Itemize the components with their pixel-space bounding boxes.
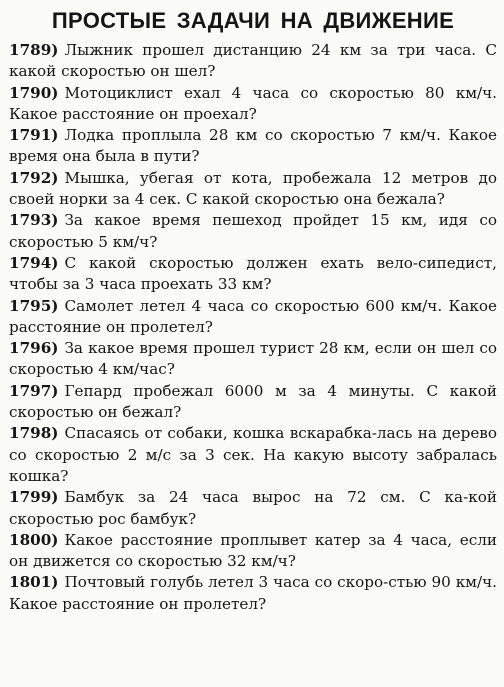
problem-1797 (9, 381, 497, 424)
problem-1796 (9, 338, 497, 381)
problem-1801 (9, 572, 497, 615)
problem-number: 1800) (9, 530, 59, 549)
problem-text: С какой скоростью должен ехать вело-сипедист, чтобы за 3 часа проехать 33 км? (9, 253, 497, 294)
problem-1800 (9, 530, 497, 573)
problem-text: За какое время прошел турист 28 км, если он шел со скоростью 4 км/час? (9, 339, 497, 379)
problem-text: Мотоциклист ехал 4 часа со скоростью 80 км/ч. Какое расстояние он проехал? (9, 83, 497, 123)
problem-text: Какое расстояние проплывет катер за 4 часа, если он движется со скоростью 32 км/ч? (9, 530, 497, 571)
problem-text: Бамбук за 24 часа вырос на 72 см. С ка-кой скоростью рос бамбук? (9, 488, 497, 528)
problem-1794 (9, 253, 497, 296)
problem-number: 1794) (9, 253, 59, 272)
problem-1791 (9, 125, 497, 168)
problem-1795 (9, 296, 497, 339)
problem-number: 1793) (9, 211, 59, 230)
problem-text: Почтовый голубь летел 3 часа со скоро-стью 90 км/ч. Какое расстояние он пролетел? (9, 573, 497, 613)
problem-number: 1801) (9, 573, 59, 592)
problem-1798 (9, 423, 497, 487)
problem-number: 1789) (9, 41, 59, 59)
problem-1792 (9, 168, 497, 211)
problem-1799 (9, 487, 497, 530)
problem-text: Лыжник прошел дистанцию 24 км за три часа. С какой скоростью он шел? (9, 41, 497, 81)
problem-number: 1792) (9, 168, 59, 187)
problem-1790 (9, 83, 497, 126)
problem-number: 1795) (9, 296, 59, 315)
problem-1793 (9, 210, 497, 253)
problem-number: 1796) (9, 339, 59, 358)
problem-1789 (9, 40, 497, 83)
problem-text: Спасаясь от собаки, кошка вскарабка-лась на дерево со скоростью 2 м/с за 3 сек. На какую высоту забралась кошка? (9, 424, 497, 485)
problem-text: Лодка проплыла 28 км со скоростью 7 км/ч. Какое время она была в пути? (9, 126, 497, 166)
problem-text: За какое время пешеход пройдет 15 км, идя со скоростью 5 км/ч? (9, 211, 497, 251)
problem-text: Гепард пробежал 6000 м за 4 минуты. С какой скоростью он бежал? (9, 381, 497, 422)
problem-text: Мышка, убегая от кота, пробежала 12 метров до своей норки за 4 сек. С какой скоростью она бежала? (9, 168, 497, 209)
page-title: ПРОСТЫЕ ЗАДАЧИ НА ДВИЖЕНИЕ (51, 8, 455, 33)
problem-number: 1799) (9, 488, 59, 507)
problem-number: 1790) (9, 83, 59, 102)
problem-number: 1798) (9, 424, 59, 443)
problem-number: 1797) (9, 381, 59, 400)
problem-text: Самолет летел 4 часа со скоростью 600 км/ч. Какое расстояние он пролетел? (9, 296, 497, 336)
problem-number: 1791) (9, 126, 59, 145)
